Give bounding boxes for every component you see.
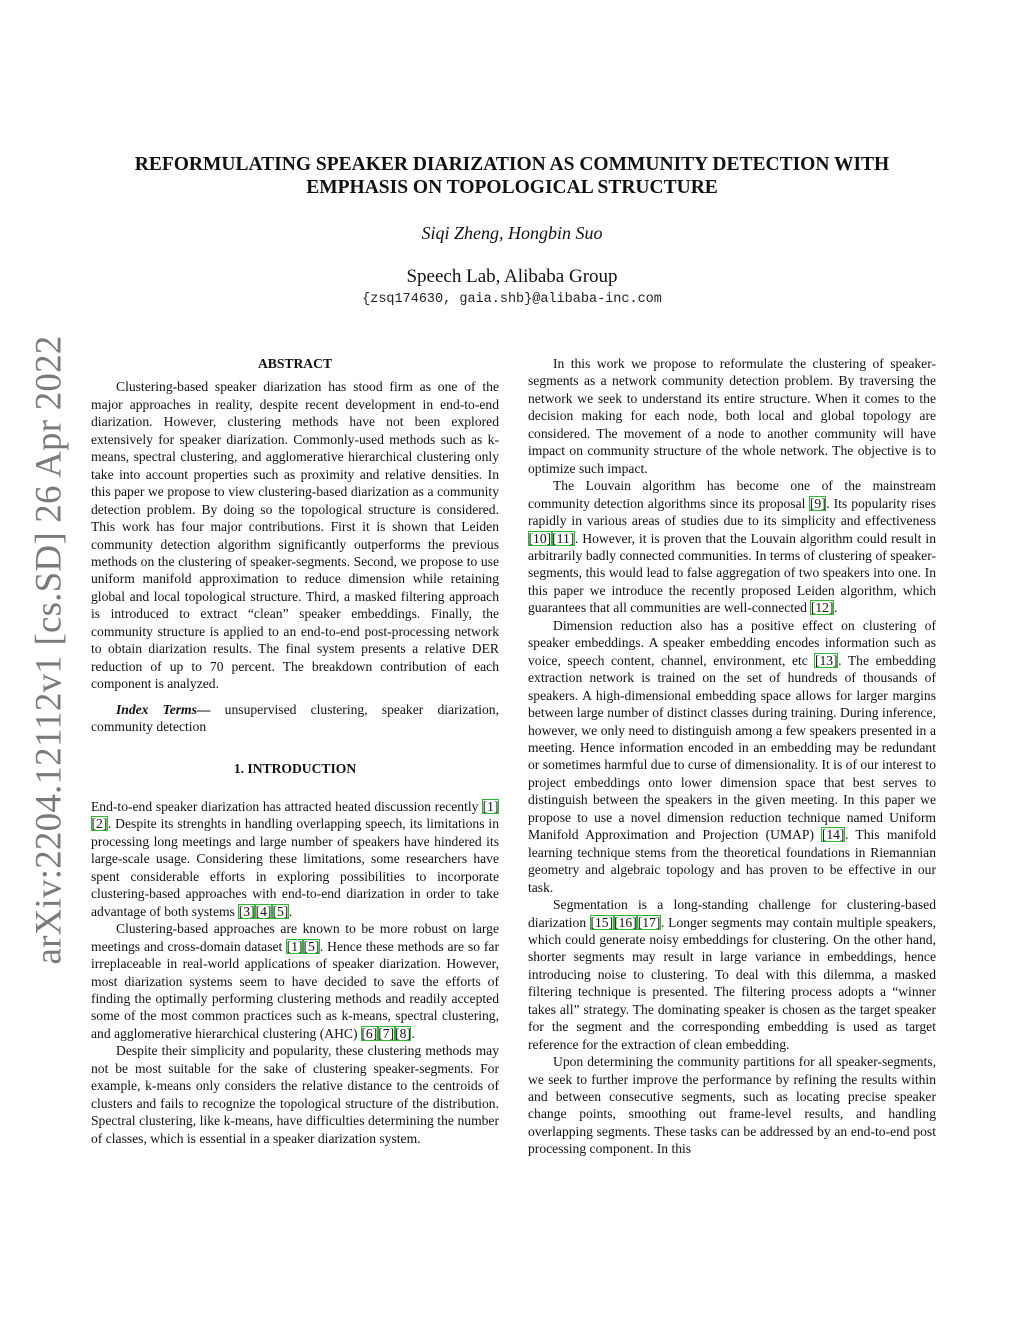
index-terms-label: Index Terms—: [116, 701, 211, 717]
affiliation: Speech Lab, Alibaba Group: [406, 266, 618, 287]
index-terms: [91, 701, 499, 736]
right-paragraph-4: [528, 896, 936, 1053]
citation-link[interactable]: [3]: [238, 903, 255, 919]
index-terms-text: unsupervised clustering, speaker diarization, community detection: [91, 701, 499, 735]
citation-link[interactable]: [5]: [303, 938, 320, 954]
right-p3-text: Dimension reduction also has a positive effect on clustering of speaker embeddings. A speaker embedding encodes information such as voice, speech content, channel, environment, etc: [528, 617, 936, 668]
citation-link[interactable]: [5]: [272, 903, 289, 919]
intro-paragraph-3: Despite their simplicity and popularity, these clustering methods may not be most suitable for the sake of clustering speaker-segments. For example, k-means only considers the relative distance to the centroids of clusters and fails to recognize the topological structure of the distribution. Spectral clustering, like k-means, have difficulties determining the number of classes, which is essential in a speaker diarization system.: [91, 1043, 499, 1146]
citation-link[interactable]: [12]: [810, 600, 834, 616]
left-column: [91, 355, 499, 1147]
citation-link[interactable]: [14]: [821, 827, 845, 843]
author-list: Siqi Zheng, Hongbin Suo: [421, 223, 603, 243]
title-line-1: REFORMULATING SPEAKER DIARIZATION AS COMMUNITY DETECTION WITH: [134, 154, 890, 175]
citation-link[interactable]: [17]: [637, 914, 661, 930]
abstract-body: Clustering-based speaker diarization has stood firm as one of the major approaches in reality, despite recent development in end-to-end diarization. However, clustering methods have not been explored extensively for speaker diarization. Commonly-used methods such as k-means, spectral clustering, and agglomerative hierarchical clustering only take into account properties such as proximity and relative densities. In this paper we propose to view clustering-based diarization as a community detection problem. By doing so the topological structure is considered. This work has four major contributions. First it is shown that Leiden community detection algorithm significantly outperforms the previous methods on the clustering of speaker-segments. Second, we propose to use uniform manifold approximation to reduce dimension while retaining global and local topological structure. Third, a masked filtering approach is introduced to extract “clean” speaker embeddings. Finally, the community structure is applied to an end-to-end post-processing network to obtain diarization results. The final system presents a relative DER reduction of up to 70 percent. The breakdown contribution of each component is analyzed.: [91, 379, 499, 692]
citation-link[interactable]: [1]: [482, 798, 499, 814]
author-email[interactable]: {zsq174630, gaia.shb}@alibaba-inc.com: [362, 292, 662, 307]
citation-link[interactable]: [9]: [809, 495, 826, 511]
right-p2-text: The Louvain algorithm has become one of the mainstream community detection algorithms since its proposal: [528, 478, 936, 511]
citation-link[interactable]: [13]: [814, 652, 838, 668]
intro-p1-text: End-to-end speaker diarization has attracted heated discussion recently: [91, 798, 483, 814]
right-paragraph-5: Upon determining the community partitions for all speaker-segments, we seek to further improve the performance by refining the results within and between consecutive segments, such as locating precise speaker change points, smoothing out frame-level results, and handling overlapping segments. These tasks can be addressed by an end-to-end post processing component. In this: [528, 1054, 936, 1157]
intro-p1-text: .: [288, 903, 293, 919]
intro-paragraph-1: [91, 798, 499, 920]
citation-link[interactable]: [8]: [395, 1025, 411, 1041]
citation-link[interactable]: [7]: [378, 1025, 395, 1041]
citation-link[interactable]: [10]: [528, 530, 552, 546]
citation-link[interactable]: [4]: [255, 903, 272, 919]
right-p4-text: Segmentation is a long-standing challenge for clustering-based diarization: [528, 897, 936, 930]
paper-title: [80, 153, 944, 199]
right-p3-text: . The embedding extraction network is trained on the set of hundreds of thousands of speakers. A high-dimensional embedding space allows for larger margins between large number of distinct classes during training. During inference, however, we only need to distinguish among a few speakers presented in a meeting. Hence information encoded in an embedding may be redundant or sometimes harmful due to curse of dimensionality. It is of our interest to project embeddings onto lower dimension space that best serves to distinguish between the speakers in the given meeting. In this paper we propose to use a novel dimension reduction technique named Uniform Manifold Approximation and Projection (UMAP): [528, 652, 936, 843]
right-paragraph-3: [528, 617, 936, 896]
citation-link[interactable]: [2]: [91, 816, 108, 832]
intro-paragraph-2: [91, 920, 499, 1042]
right-p4-text: . Longer segments may contain multiple speakers, which could generate noisy embeddings for clustering. On the other hand, shorter segments may result in large variance in embeddings, hence introducing noise to clustering. To deal with this dilemma, a masked filtering technique is presented. The filtering process adopts a “winner takes all” strategy. The dominating speaker is chosen as the target speaker for the segment and the corresponding embedding is used as target reference for the extraction of clean embedding.: [528, 914, 936, 1052]
right-paragraph-2: [528, 477, 936, 617]
abstract-heading: ABSTRACT: [257, 356, 333, 371]
intro-p2-text: Clustering-based approaches are known to be more robust on large meetings and cross-domain dataset: [91, 921, 499, 954]
citation-link[interactable]: [16]: [614, 914, 637, 930]
right-p2-text: . However, it is proven that the Louvain algorithm could result in arbitrarily badly connected communities. In terms of clustering of speaker-segments, this would lead to false aggregation of two speakers into one. In this paper we introduce the recently proposed Leiden algorithm, which guarantees that all communities are well-connected: [528, 530, 936, 616]
intro-p2-text: .: [411, 1025, 415, 1041]
right-p2-text: .: [834, 600, 838, 616]
citation-link[interactable]: [1]: [286, 938, 303, 954]
citation-link[interactable]: [6]: [361, 1025, 378, 1041]
title-line-2: EMPHASIS ON TOPOLOGICAL STRUCTURE: [306, 177, 718, 198]
right-p3-text: . This manifold learning technique stems from the theoretical foundations in Riemannian geometry and algebraic topology and has proven to be effective in our task.: [528, 827, 936, 895]
intro-p2-text: . Hence these methods are so far irreplaceable in real-world applications of speaker diarization. However, most diarization systems seem to have decided to save the efforts of finding the optimally performing clustering methods and readily accepted some of the most common practices such as k-means, spectral clustering, and agglomerative hierarchical clustering (AHC): [91, 938, 499, 1041]
right-column: [528, 355, 936, 1158]
right-p2-text: . Its popularity rises rapidly in various areas of studies due to its simplicity and effectiveness: [528, 495, 936, 529]
intro-p1-text: . Despite its strenghts in handling overlapping speech, its limitations in processing long meetings and large number of speakers have hindered its large-scale usage. Considering these limitations, some researchers have spent considerable efforts in exploring possibilities to incorporate clustering-based approaches with end-to-end diarization in order to take advantage of both systems: [91, 816, 499, 919]
right-paragraph-1: In this work we propose to reformulate the clustering of speaker-segments as a network community detection problem. By traversing the network we seek to understand its entire structure. When it comes to the decision making for each node, both local and global topology are considered. The movement of a node to another community will have impact on community structure of the whole network. The objective is to optimize such impact.: [528, 356, 936, 476]
citation-link[interactable]: [11]: [552, 530, 575, 546]
arxiv-identifier[interactable]: arXiv:2204.12112v1 [cs.SD] 26 Apr 2022: [28, 335, 70, 965]
arxiv-sidebar: [0, 0, 70, 965]
citation-link[interactable]: [15]: [590, 914, 614, 930]
introduction-heading: 1. INTRODUCTION: [233, 760, 357, 776]
